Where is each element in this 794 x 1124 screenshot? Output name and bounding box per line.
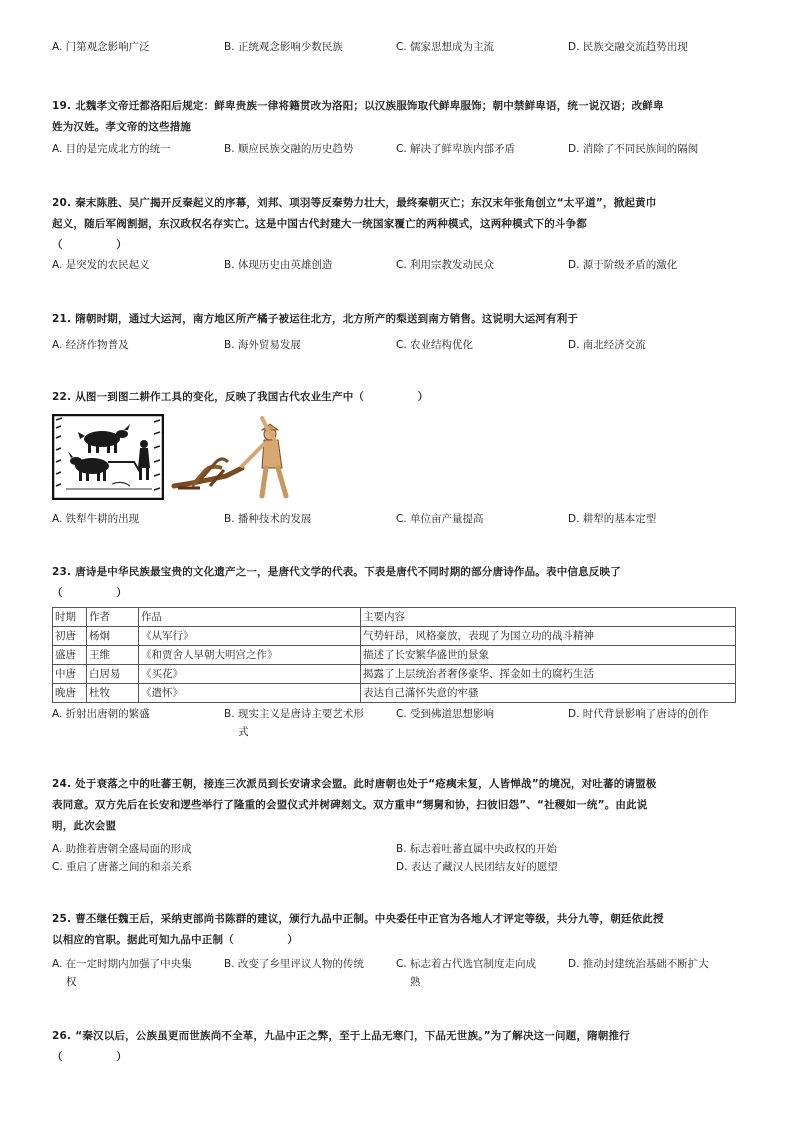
table-cell: 揭露了上层统治者奢侈豪华、挥金如土的腐朽生活 [361, 665, 736, 684]
table-cell: 气势轩昂，风格豪放，表现了为国立功的战斗精神 [361, 627, 736, 646]
q24-stem-line2: 表同意。双方先后在长安和逻些举行了隆重的会盟仪式并树碑刻文。双方重申“甥舅和协，扫彼旧怨”、“社稷如一统”。由此说 [52, 799, 648, 811]
q24-option-d[interactable]: D. 表达了藏汉人民团结友好的愿望 [396, 861, 558, 873]
q21-option-b[interactable]: B. 海外贸易发展 [224, 339, 301, 351]
q20-number: 20. [52, 197, 72, 209]
q20-stem-line1: 秦末陈胜、吴广揭开反秦起义的序幕，刘邦、项羽等反秦势力壮大，最终秦朝灭亡；东汉末年张角创立“太平道”，掀起黄巾 [75, 197, 657, 209]
q25-stem-line2: 以相应的官职。据此可知九品中正制（ ） [52, 934, 299, 946]
q25-option-c-cont: 熟 [410, 976, 421, 988]
q19-option-a[interactable]: A. 目的是完成北方的统一 [52, 143, 171, 155]
table-cell: 中唐 [53, 665, 87, 684]
q20-answer-paren[interactable]: （ ） [52, 239, 127, 251]
table-cell: 《买花》 [139, 665, 361, 684]
q24-stem-line3: 明，此次会盟 [52, 820, 117, 832]
table-row [53, 665, 736, 684]
q19-stem [52, 96, 742, 138]
q19-stem-line2: 姓为汉姓。孝文帝的这些措施 [52, 121, 192, 133]
q19-option-d[interactable]: D. 消除了不同民族间的隔阂 [568, 143, 699, 155]
q19-option-b[interactable]: B. 顺应民族交融的历史趋势 [224, 143, 354, 155]
q25-option-a[interactable] [52, 955, 212, 991]
table-header-cell: 作品 [139, 608, 361, 627]
q25-option-a-text: A. 在一定时期内加强了中央集 [52, 958, 192, 970]
q23-option-b[interactable] [224, 705, 384, 741]
q23-stem-line1: 唐诗是中华民族最宝贵的文化遗产之一，是唐代文学的代表。下表是唐代不同时期的部分唐诗作品。表中信息反映了 [75, 566, 621, 578]
table-cell: 《和贾舍人早朝大明宫之作》 [139, 646, 361, 665]
table-cell: 王维 [87, 646, 139, 665]
q22-number: 22. [52, 391, 72, 403]
q23-number: 23. [52, 566, 72, 578]
q25-option-b[interactable]: B. 改变了乡里评议人物的传统 [224, 958, 364, 970]
curved-plough-farmer-image [170, 416, 300, 500]
q20-options [52, 256, 742, 278]
q21-number: 21. [52, 313, 72, 325]
q22-option-d[interactable]: D. 耕犁的基本定型 [568, 513, 657, 525]
q20-option-c[interactable]: C. 利用宗教发动民众 [396, 259, 495, 271]
tang-poems-table [52, 607, 736, 703]
q18-option-d[interactable]: D. 民族交融交流趋势出现 [568, 41, 688, 53]
q25-option-c-text: C. 标志着古代选官制度走向成 [396, 958, 537, 970]
q22-stem [52, 387, 742, 408]
q19-options [52, 140, 742, 162]
q24-option-c[interactable]: C. 重启了唐蕃之间的和亲关系 [52, 861, 193, 873]
table-cell: 盛唐 [53, 646, 87, 665]
q23-option-a[interactable]: A. 折射出唐朝的繁盛 [52, 708, 150, 720]
q23-option-b-text: B. 现实主义是唐诗主要艺术形 [224, 708, 364, 720]
table-header-cell: 作者 [87, 608, 139, 627]
q24-option-a[interactable]: A. 助推着唐朝全盛局面的形成 [52, 843, 192, 855]
table-cell: 晚唐 [53, 684, 87, 703]
q21-option-a[interactable]: A. 经济作物普及 [52, 339, 129, 351]
q22-option-a[interactable]: A. 铁犁牛耕的出现 [52, 513, 140, 525]
q24-number: 24. [52, 778, 72, 790]
q23-option-c[interactable]: C. 受到佛道思想影响 [396, 708, 495, 720]
table-header-cell: 时期 [53, 608, 87, 627]
q22-option-c[interactable]: C. 单位亩产量提高 [396, 513, 484, 525]
q25-stem [52, 909, 742, 951]
q21-option-d[interactable]: D. 南北经济交流 [568, 339, 646, 351]
table-header-row [53, 608, 736, 627]
q26-stem-line1: “秦汉以后，公族虽更而世族尚不全革，九品中正之弊，至于上品无寒门，下品无世族。”为了解决这一问题，隋朝推行 [75, 1030, 630, 1042]
q18-options [52, 38, 742, 60]
table-cell: 杨炯 [87, 627, 139, 646]
q23-options [52, 705, 742, 745]
table-cell: 杜牧 [87, 684, 139, 703]
q26-number: 26. [52, 1030, 72, 1042]
q25-number: 25. [52, 913, 72, 925]
q18-option-c[interactable]: C. 儒家思想成为主流 [396, 41, 495, 53]
q19-option-c[interactable]: C. 解决了鲜卑族内部矛盾 [396, 143, 516, 155]
q23-answer-paren[interactable]: （ ） [52, 587, 127, 599]
table-cell: 《遣怀》 [139, 684, 361, 703]
q21-stem-line1: 隋朝时期，通过大运河，南方地区所产橘子被运往北方，北方所产的梨送到南方销售。这说明大运河有利于 [75, 313, 579, 325]
q18-option-b[interactable]: B. 正统观念影响少数民族 [224, 41, 343, 53]
q25-options [52, 955, 742, 995]
table-row [53, 646, 736, 665]
q20-option-a[interactable]: A. 是突发的农民起义 [52, 259, 150, 271]
q24-stem-line1: 处于衰落之中的吐蕃王朝，接连三次派员到长安请求会盟。此时唐朝也处于“疮痍未复，人皆惮战”的境况，对吐蕃的请盟极 [75, 778, 657, 790]
q22-stem-line1: 从图一到图二耕作工具的变化，反映了我国古代农业生产中（ ） [75, 391, 429, 403]
q25-option-c[interactable] [396, 955, 556, 991]
ox-plough-relief-image [52, 414, 164, 500]
q22-option-b[interactable]: B. 播种技术的发展 [224, 513, 312, 525]
q24-stem [52, 774, 742, 837]
table-cell: 描述了长安繁华盛世的景象 [361, 646, 736, 665]
q21-options [52, 336, 742, 358]
q22-options [52, 510, 742, 532]
table-row [53, 684, 736, 703]
q20-option-b[interactable]: B. 体现历史由英雄创造 [224, 259, 333, 271]
q24-option-b[interactable]: B. 标志着吐蕃直属中央政权的开始 [396, 843, 557, 855]
q23-stem [52, 562, 742, 604]
q18-option-a[interactable]: A. 门第观念影响广泛 [52, 41, 150, 53]
q20-option-d[interactable]: D. 源于阶级矛盾的激化 [568, 259, 678, 271]
q26-stem [52, 1026, 742, 1068]
q25-option-a-cont: 权 [66, 976, 77, 988]
q21-stem [52, 309, 742, 330]
q25-option-d[interactable]: D. 推动封建统治基础不断扩大 [568, 958, 709, 970]
q26-answer-paren[interactable]: （ ） [52, 1051, 127, 1063]
table-header-cell: 主要内容 [361, 608, 736, 627]
q21-option-c[interactable]: C. 农业结构优化 [396, 339, 474, 351]
q23-option-d[interactable]: D. 时代背景影响了唐诗的创作 [568, 708, 709, 720]
q19-stem-line1: 北魏孝文帝迁都洛阳后规定：鲜卑贵族一律将籍贯改为洛阳；以汉族服饰取代鲜卑服饰；朝中禁鲜卑语，统一说汉语；改鲜卑 [75, 100, 664, 112]
q19-number: 19. [52, 100, 72, 112]
table-row [53, 627, 736, 646]
q20-stem [52, 193, 742, 256]
q20-stem-line2: 起义，随后军阀割据，东汉政权名存实亡。这是中国古代封建大一统国家覆亡的两种模式，这两种模式下的斗争都 [52, 218, 587, 230]
q25-stem-line1: 曹丕继任魏王后，采纳吏部尚书陈群的建议，颁行九品中正制。中央委任中正官为各地人才评定等级，共分九等，朝廷依此授 [75, 913, 664, 925]
q23-option-b-cont: 式 [238, 726, 249, 738]
table-cell: 表达自己滿怀失意的牢骚 [361, 684, 736, 703]
table-cell: 白居易 [87, 665, 139, 684]
table-cell: 初唐 [53, 627, 87, 646]
table-cell: 《从军行》 [139, 627, 361, 646]
